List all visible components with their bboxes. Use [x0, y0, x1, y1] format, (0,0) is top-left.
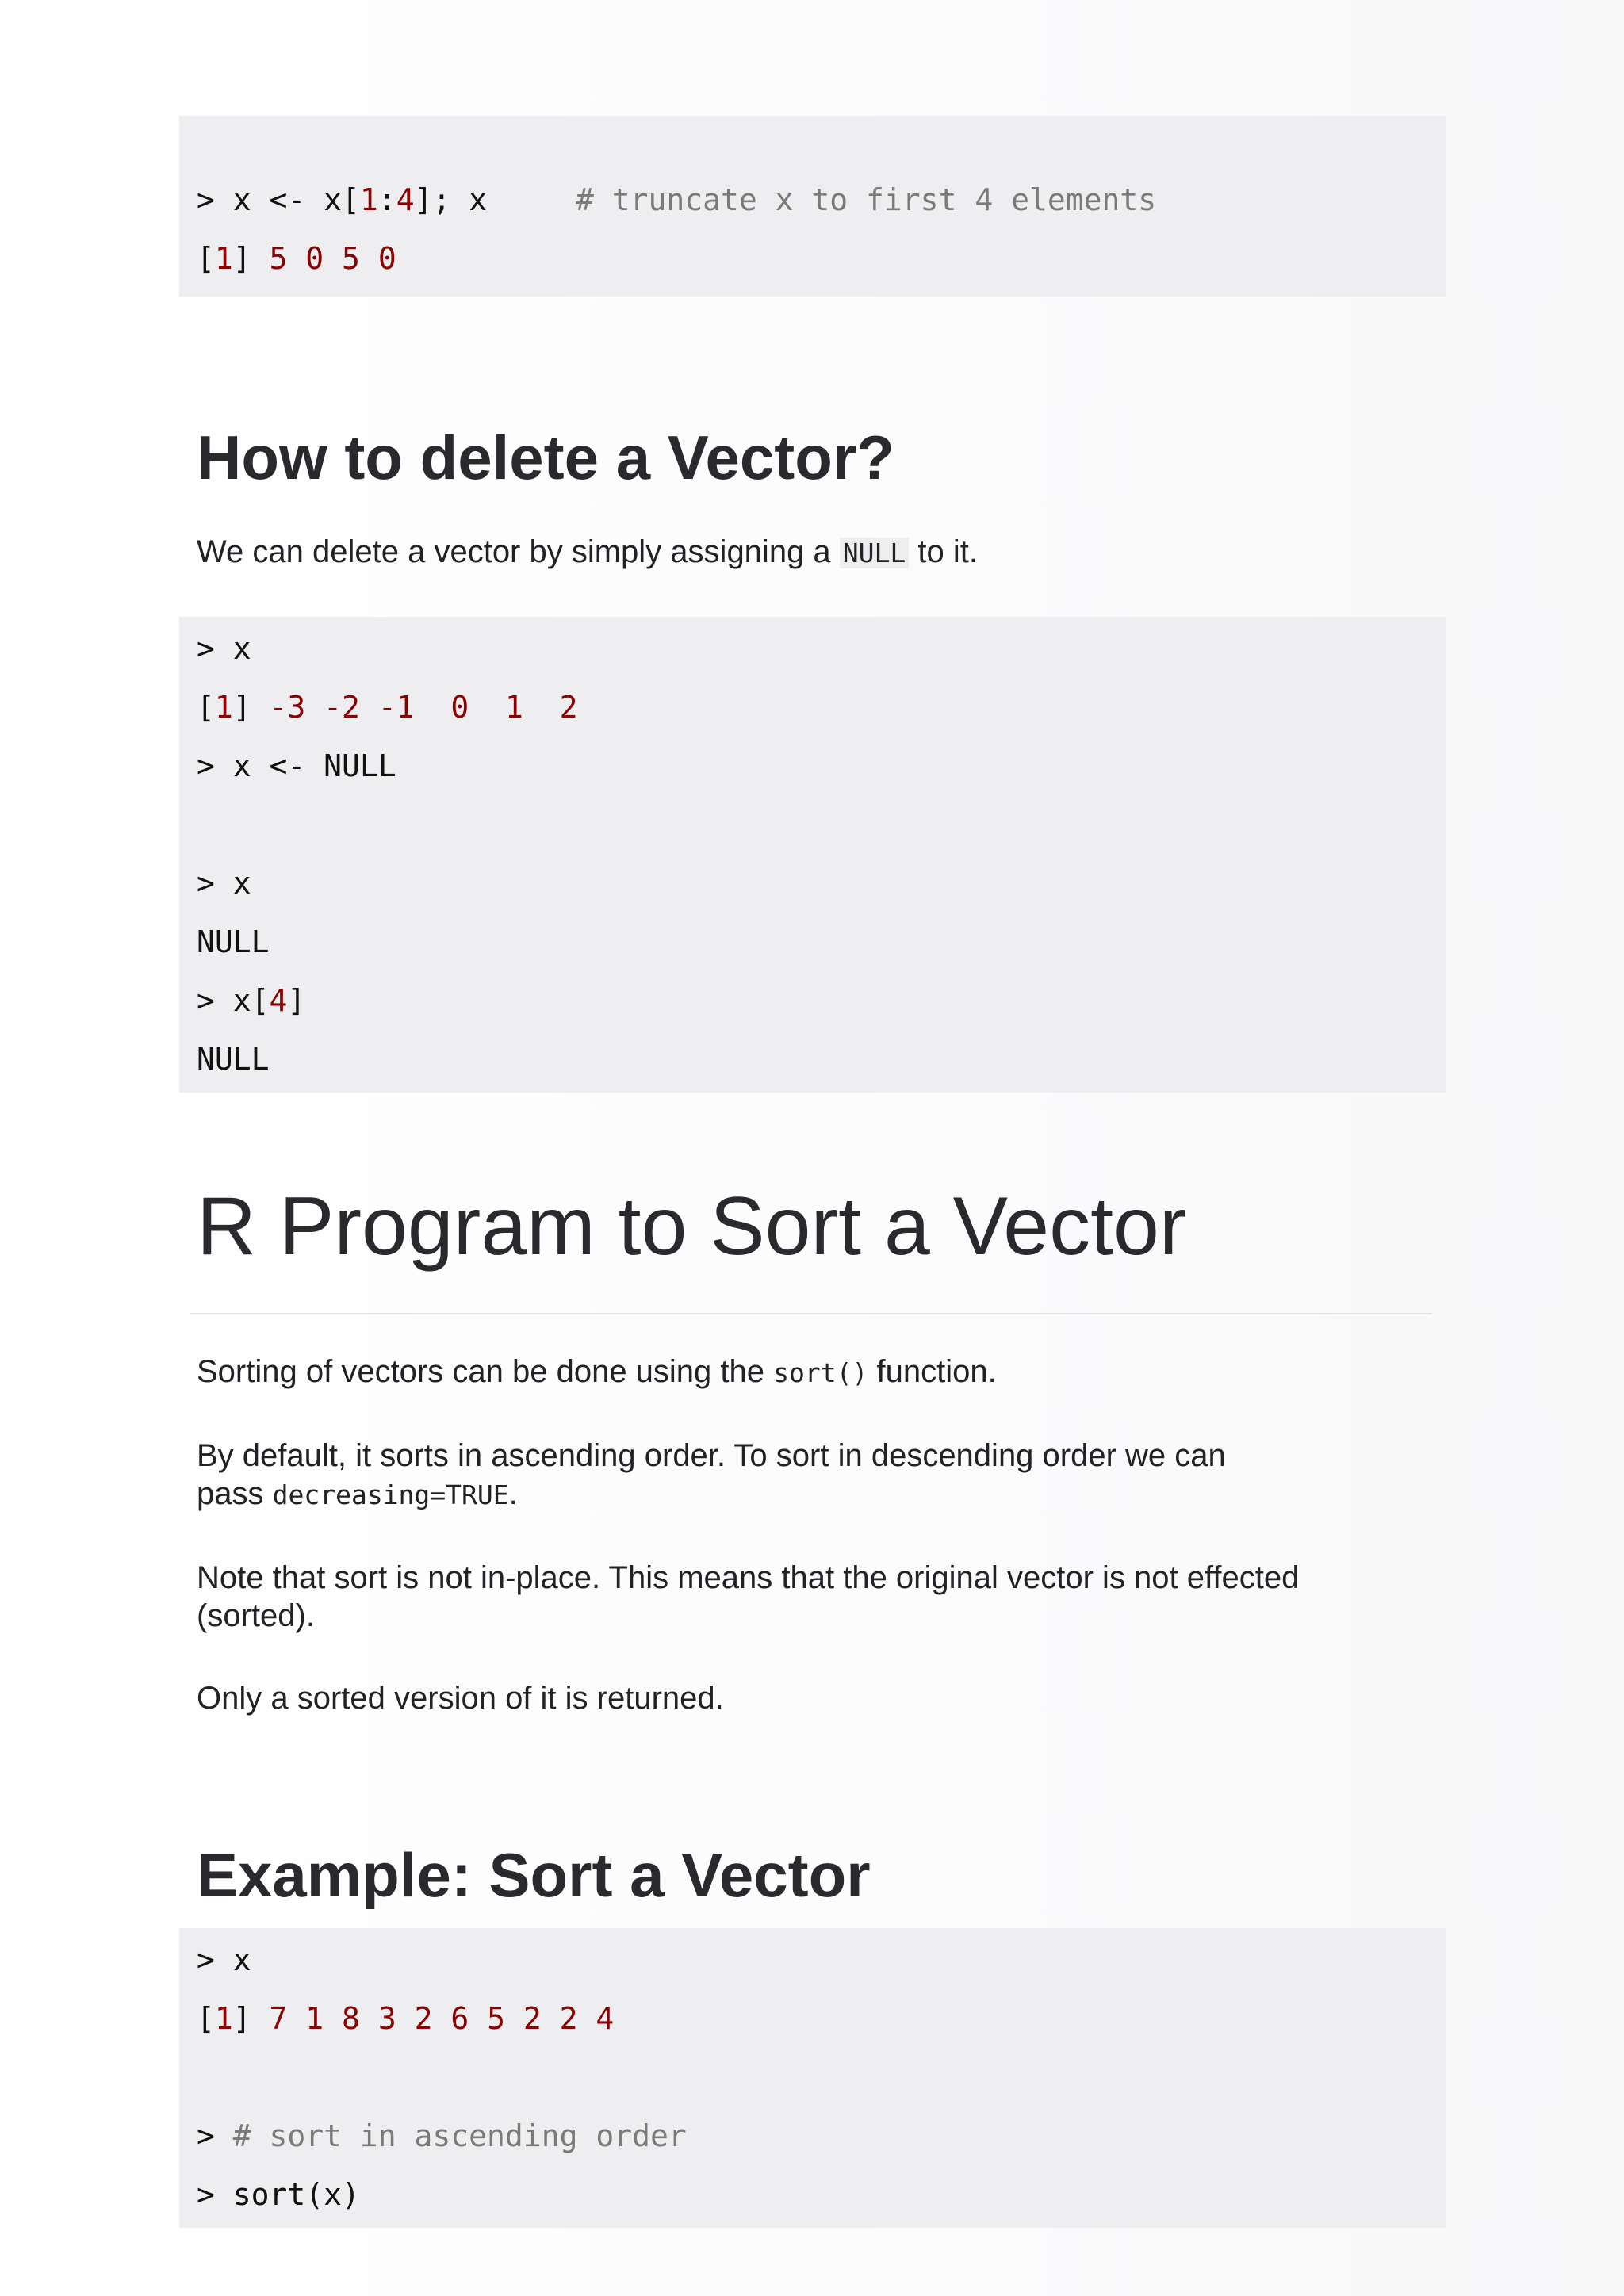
delete-paragraph: [197, 533, 1370, 572]
code-text: > x[: [197, 983, 270, 1018]
code-text: ]: [287, 983, 306, 1018]
code-output-values: -3 -2 -1 0 1 2: [269, 690, 578, 725]
section-heading-example: Example: Sort a Vector: [197, 1840, 871, 1910]
code-text: ]: [232, 2001, 270, 2036]
code-text: ]: [232, 690, 270, 725]
code-output-line: [197, 2001, 614, 2036]
para-text: By default, it sorts in ascending order. To sort in descending order we can: [197, 1438, 1226, 1473]
code-text: [: [197, 241, 215, 276]
code-text: > x <- x[: [197, 182, 360, 217]
code-output-values: 7 1 8 3 2 6 5 2 2 4: [269, 2001, 615, 2036]
code-block-example: [179, 1928, 1446, 2228]
code-number: 4: [269, 983, 288, 1018]
code-text: [: [197, 690, 215, 725]
para-text: We can delete a vector by simply assigning a: [197, 534, 840, 569]
code-comment: # truncate x to first 4 elements: [576, 182, 1157, 217]
inline-code-decreasing: decreasing=TRUE: [272, 1479, 509, 1510]
code-line: [197, 2118, 687, 2153]
code-line: [197, 983, 305, 1018]
para-text: function.: [868, 1354, 997, 1389]
code-output-values: 5 0 5 0: [269, 241, 396, 276]
code-line: > x: [197, 1942, 251, 1977]
para-text: pass: [197, 1476, 273, 1511]
sort-paragraph-2: [197, 1437, 1370, 1514]
code-text: ]: [232, 241, 270, 276]
para-text: to it.: [909, 534, 978, 569]
title-divider: [190, 1313, 1432, 1314]
code-line: > sort(x): [197, 2177, 360, 2212]
section-heading-delete: How to delete a Vector?: [197, 423, 894, 492]
code-text: :: [377, 182, 396, 217]
code-block-delete: [179, 617, 1446, 1093]
code-output-line: NULL: [197, 1042, 270, 1077]
page-title-sort: R Program to Sort a Vector: [197, 1181, 1187, 1272]
code-text: [: [197, 2001, 215, 2036]
code-number: 1: [214, 241, 233, 276]
sort-paragraph-1: [197, 1353, 1370, 1392]
para-text: .: [508, 1476, 518, 1511]
code-line: > x <- NULL: [197, 748, 396, 783]
code-text: ]; x: [414, 182, 488, 217]
code-comment: # sort in ascending order: [232, 2118, 687, 2153]
sort-paragraph-3: Note that sort is not in-place. This means that the original vector is not effected (sorted).: [197, 1560, 1300, 1633]
sort-paragraph-4: Only a sorted version of it is returned.: [197, 1681, 724, 1716]
code-line: > x: [197, 631, 251, 666]
inline-code-sort: sort(): [773, 1357, 868, 1388]
para-text: Sorting of vectors can be done using the: [197, 1354, 774, 1389]
code-output-line: NULL: [197, 924, 270, 959]
code-text: >: [197, 2118, 233, 2153]
code-output-line: [197, 690, 577, 725]
code-line: [197, 182, 487, 217]
code-output-line: [197, 241, 396, 276]
inline-code-null: NULL: [840, 538, 909, 568]
code-number: 1: [214, 690, 233, 725]
code-number: 1: [359, 182, 378, 217]
code-block-truncate: [179, 116, 1446, 297]
code-number: 4: [396, 182, 415, 217]
code-line: > x: [197, 866, 251, 901]
code-number: 1: [214, 2001, 233, 2036]
